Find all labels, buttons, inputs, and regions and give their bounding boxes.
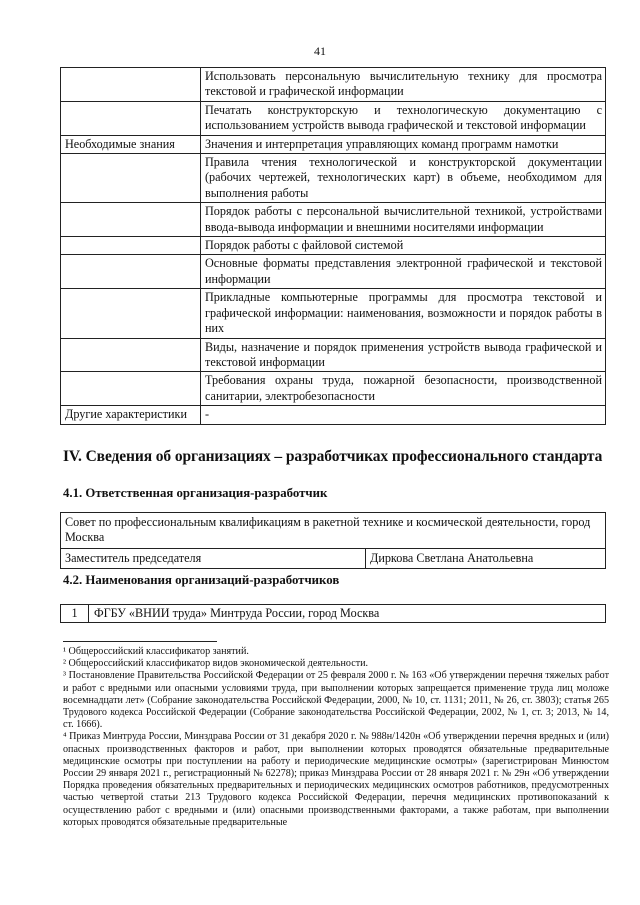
row-text: Печатать конструкторскую и технологическую документацию с использованием устройств вывода графической и текстовой информации bbox=[201, 101, 606, 135]
row-text: Порядок работы с файловой системой bbox=[201, 237, 606, 255]
row-text: Правила чтения технологической и конструкторской документации (рабочих чертежей, технологических карт) в объеме, необходимом для выполнения работы bbox=[201, 154, 606, 203]
row-label: Необходимые знания bbox=[61, 135, 201, 153]
row-text: Основные форматы представления электронной графической и текстовой информации bbox=[201, 255, 606, 289]
row-label bbox=[61, 338, 201, 372]
row-text: Использовать персональную вычислительную технику для просмотра текстовой и графической информации bbox=[201, 68, 606, 102]
table-row bbox=[61, 68, 606, 102]
footnote: ³ Постановление Правительства Российской Федерации от 25 февраля 2000 г. № 163 «Об утверждении перечня тяжелых работ и работ с вредными или опасными условиями труда, при выполнении которых запрещается применение труда лиц моложе восемнадцати лет» (Собрание законодательства Российской Федерации, 2000, № 10, ст. 1131; 2011, № 26, ст. 3803); статья 265 Трудового кодекса Российской Федерации (Собрание законодательства Российской Федерации, 2002, № 1, ст. 3; 2013, № 14, ст. 1666). bbox=[63, 670, 609, 731]
row-text: Требования охраны труда, пожарной безопасности, производственной санитарии, электробезопасности bbox=[201, 372, 606, 406]
developer-name: ФГБУ «ВНИИ труда» Минтруда России, город Москва bbox=[89, 605, 606, 623]
row-label bbox=[61, 237, 201, 255]
row-label bbox=[61, 372, 201, 406]
table-row bbox=[61, 255, 606, 289]
row-label bbox=[61, 203, 201, 237]
table-row bbox=[61, 548, 606, 568]
developers-table bbox=[60, 604, 606, 623]
table-row bbox=[61, 406, 606, 424]
org-name: Совет по профессиональным квалификациям в ракетной технике и космической деятельности, город Москва bbox=[61, 513, 606, 549]
row-label bbox=[61, 255, 201, 289]
row-text: Значения и интерпретация управляющих команд программ намотки bbox=[201, 135, 606, 153]
table-row bbox=[61, 338, 606, 372]
row-text: - bbox=[201, 406, 606, 424]
table-row bbox=[61, 513, 606, 549]
org-person: Диркова Светлана Анатольевна bbox=[366, 548, 606, 568]
row-label bbox=[61, 68, 201, 102]
page-number: 41 bbox=[314, 44, 326, 58]
row-text: Порядок работы с персональной вычислительной техникой, устройствами ввода-вывода информации и внешними носителями информации bbox=[201, 203, 606, 237]
table-row bbox=[61, 372, 606, 406]
table-row bbox=[61, 101, 606, 135]
row-text: Виды, назначение и порядок применения устройств вывода графической и текстовой информации bbox=[201, 338, 606, 372]
table-row bbox=[61, 203, 606, 237]
row-label bbox=[61, 101, 201, 135]
table-row bbox=[61, 289, 606, 338]
developer-number: 1 bbox=[61, 605, 89, 623]
org-position: Заместитель председателя bbox=[61, 548, 366, 568]
section-title: IV. Сведения об организациях – разработчиках профессионального стандарта bbox=[63, 448, 603, 465]
table-row bbox=[61, 154, 606, 203]
requirements-table bbox=[60, 67, 606, 425]
row-text: Прикладные компьютерные программы для просмотра текстовой и графической информации: наименования, возможности и порядок работы в них bbox=[201, 289, 606, 338]
footnote: ¹ Общероссийский классификатор занятий. bbox=[63, 646, 249, 657]
footnote-divider bbox=[63, 641, 217, 642]
footnote: ⁴ Приказ Минтруда России, Минздрава России от 31 декабря 2020 г. № 988н/1420н «Об утверждении перечня вредных и (или) опасных производственных факторов и работ, при выполнении которых проводятся обязательные предварительные медицинские осмотры при поступлении на работу и периодические медицинские осмотры» (зарегистрирован Минюстом России 29 января 2021 г., регистрационный № 62278); приказ Минздрава России от 28 января 2021 г. № 29н «Об утверждении Порядка проведения обязательных предварительных и периодических медицинских осмотров работников, предусмотренных частью четвертой статьи 213 Трудового кодекса Российской Федерации, перечня медицинских противопоказаний к осуществлению работ с вредными и (или) опасными производственными факторами, а также работам, при выполнении которых проводятся обязательные предварительные bbox=[63, 731, 609, 828]
table-row bbox=[61, 135, 606, 153]
footnote: ² Общероссийский классификатор видов экономической деятельности. bbox=[63, 658, 369, 670]
table-row bbox=[61, 237, 606, 255]
responsible-org-table bbox=[60, 512, 606, 569]
table-row bbox=[61, 605, 606, 623]
row-label: Другие характеристики bbox=[61, 406, 201, 424]
row-label bbox=[61, 289, 201, 338]
footnotes bbox=[63, 646, 609, 829]
row-label bbox=[61, 154, 201, 203]
subsection-title-responsible: 4.1. Ответственная организация-разработчик bbox=[63, 486, 328, 500]
subsection-title-developers: 4.2. Наименования организаций-разработчиков bbox=[63, 573, 340, 587]
